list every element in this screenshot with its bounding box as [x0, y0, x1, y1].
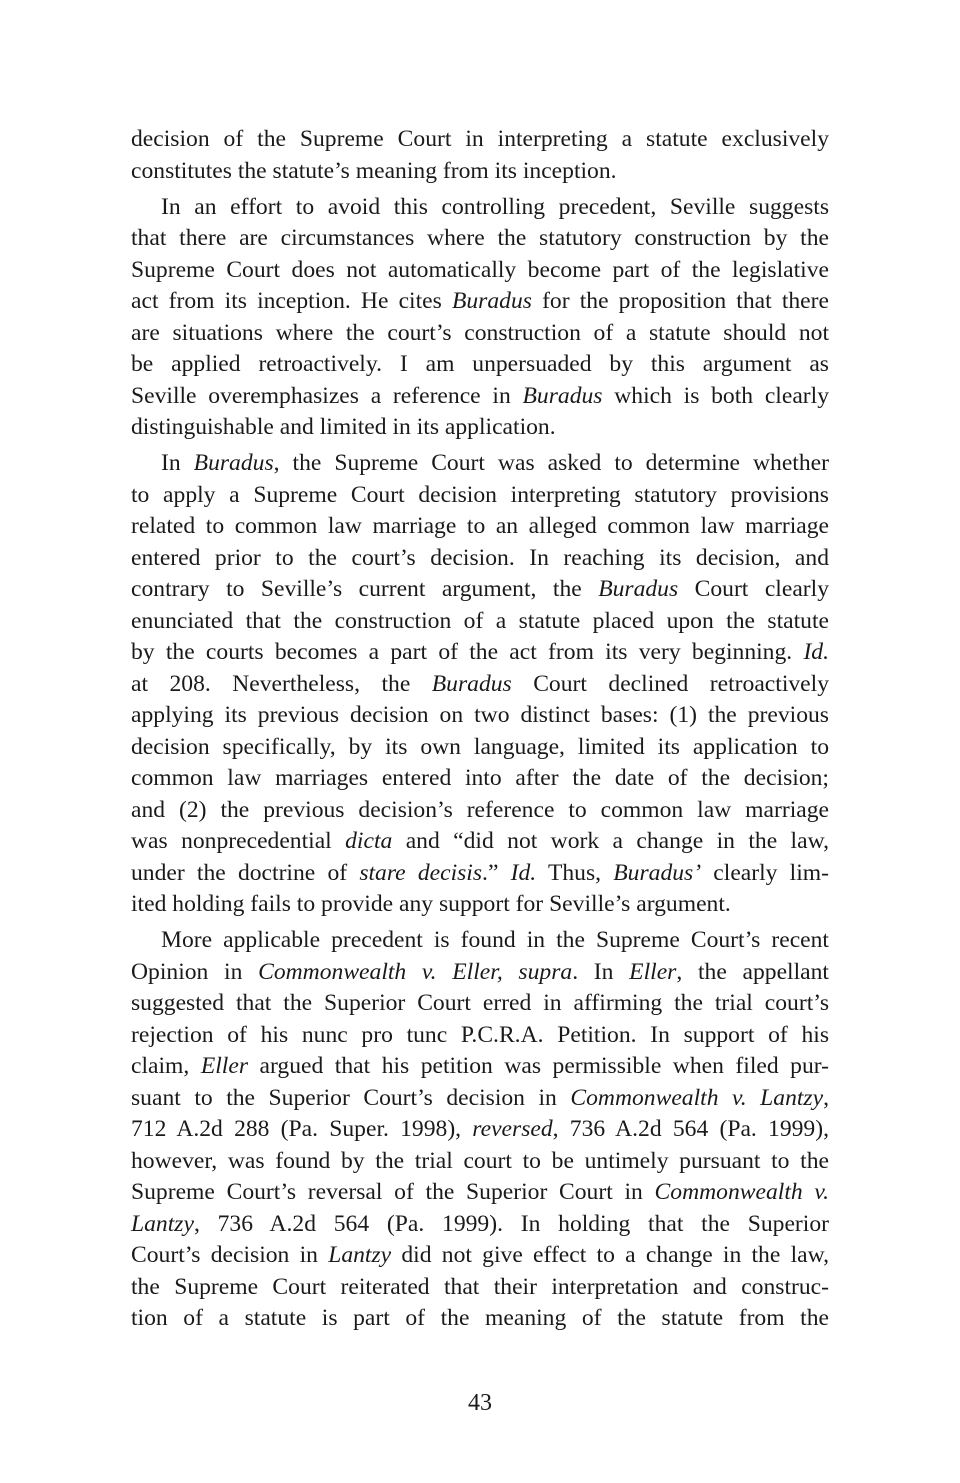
text-line: distinguishable and limited in its application. [131, 414, 556, 440]
text-line: contrary to Seville’s current argument, the Buradus Court clearly [131, 576, 829, 602]
text-line: by the courts becomes a part of the act from its very beginning. Id. [131, 639, 829, 665]
text-line: entered prior to the court’s decision. In reaching its decision, and [131, 544, 829, 571]
text-line: In Buradus, the Supreme Court was asked to determine whether [161, 450, 829, 476]
text-line: that there are circumstances where the statutory construction by the [131, 225, 829, 251]
text-line: under the doctrine of stare decisis.” Id. Thus, Buradus’ clearly lim- [131, 859, 829, 886]
paragraph [131, 192, 829, 444]
paragraph [131, 448, 829, 921]
text-line: be applied retroactively. I am unpersuaded by this argument as [131, 351, 829, 377]
text-line: applying its previous decision on two distinct bases: (1) the previous [131, 702, 829, 728]
text-line: suggested that the Superior Court erred in affirming the trial court’s [131, 990, 829, 1016]
text-line: Supreme Court does not automatically become part of the legislative [131, 256, 829, 283]
text-line: Opinion in Commonwealth v. Eller, supra. In Eller, the appellant [131, 958, 829, 985]
text-line: at 208. Nevertheless, the Buradus Court declined retroactively [131, 670, 830, 697]
text-line: decision of the Supreme Court in interpreting a statute exclusively [131, 126, 829, 152]
paragraph [131, 124, 829, 187]
text-line: claim, Eller argued that his petition was permissible when filed pur- [131, 1053, 830, 1079]
text-line: act from its inception. He cites Buradus for the proposition that there [131, 288, 829, 314]
text-line: decision specifically, by its own language, limited its application to [131, 733, 829, 760]
text-line: 712 A.2d 288 (Pa. Super. 1998), reversed, 736 A.2d 564 (Pa. 1999), [131, 1116, 829, 1142]
paragraph [131, 925, 829, 1335]
text-line: tion of a statute is part of the meaning of the statute from the [131, 1305, 829, 1331]
text-line: rejection of his nunc pro tunc P.C.R.A. Petition. In support of his [131, 1021, 829, 1048]
text-line: In an effort to avoid this controlling precedent, Seville suggests [161, 193, 829, 220]
text-line: enunciated that the construction of a statute placed upon the statute [131, 607, 829, 634]
text-line: ited holding fails to provide any support for Seville’s argument. [131, 891, 731, 917]
text-line: suant to the Superior Court’s decision in Commonwealth v. Lantzy, [131, 1084, 829, 1111]
text-line: Supreme Court’s reversal of the Superior Court in Commonwealth v. [131, 1179, 829, 1205]
body-text [131, 124, 829, 1335]
text-line: More applicable precedent is found in the Supreme Court’s recent [161, 927, 829, 953]
text-line: related to common law marriage to an alleged common law marriage [131, 513, 829, 539]
text-line: Court’s decision in Lantzy did not give effect to a change in the law, [131, 1242, 830, 1268]
text-line: and (2) the previous decision’s reference to common law marriage [131, 796, 829, 823]
text-line: Seville overemphasizes a reference in Buradus which is both clearly [131, 382, 830, 409]
text-line: are situations where the court’s construction of a statute should not [131, 319, 829, 346]
page-number: 43 [468, 1390, 492, 1416]
text-line: however, was found by the trial court to be untimely pursuant to the [131, 1147, 829, 1174]
text-line: constitutes the statute’s meaning from its inception. [131, 157, 617, 184]
text-line: to apply a Supreme Court decision interpreting statutory provisions [131, 481, 829, 508]
text-line: the Supreme Court reiterated that their interpretation and construc- [131, 1273, 829, 1300]
text-line: Lantzy, 736 A.2d 564 (Pa. 1999). In holding that the Superior [131, 1210, 829, 1237]
text-line: common law marriages entered into after the date of the decision; [131, 765, 829, 791]
text-line: was nonprecedential dicta and “did not work a change in the law, [131, 828, 829, 854]
